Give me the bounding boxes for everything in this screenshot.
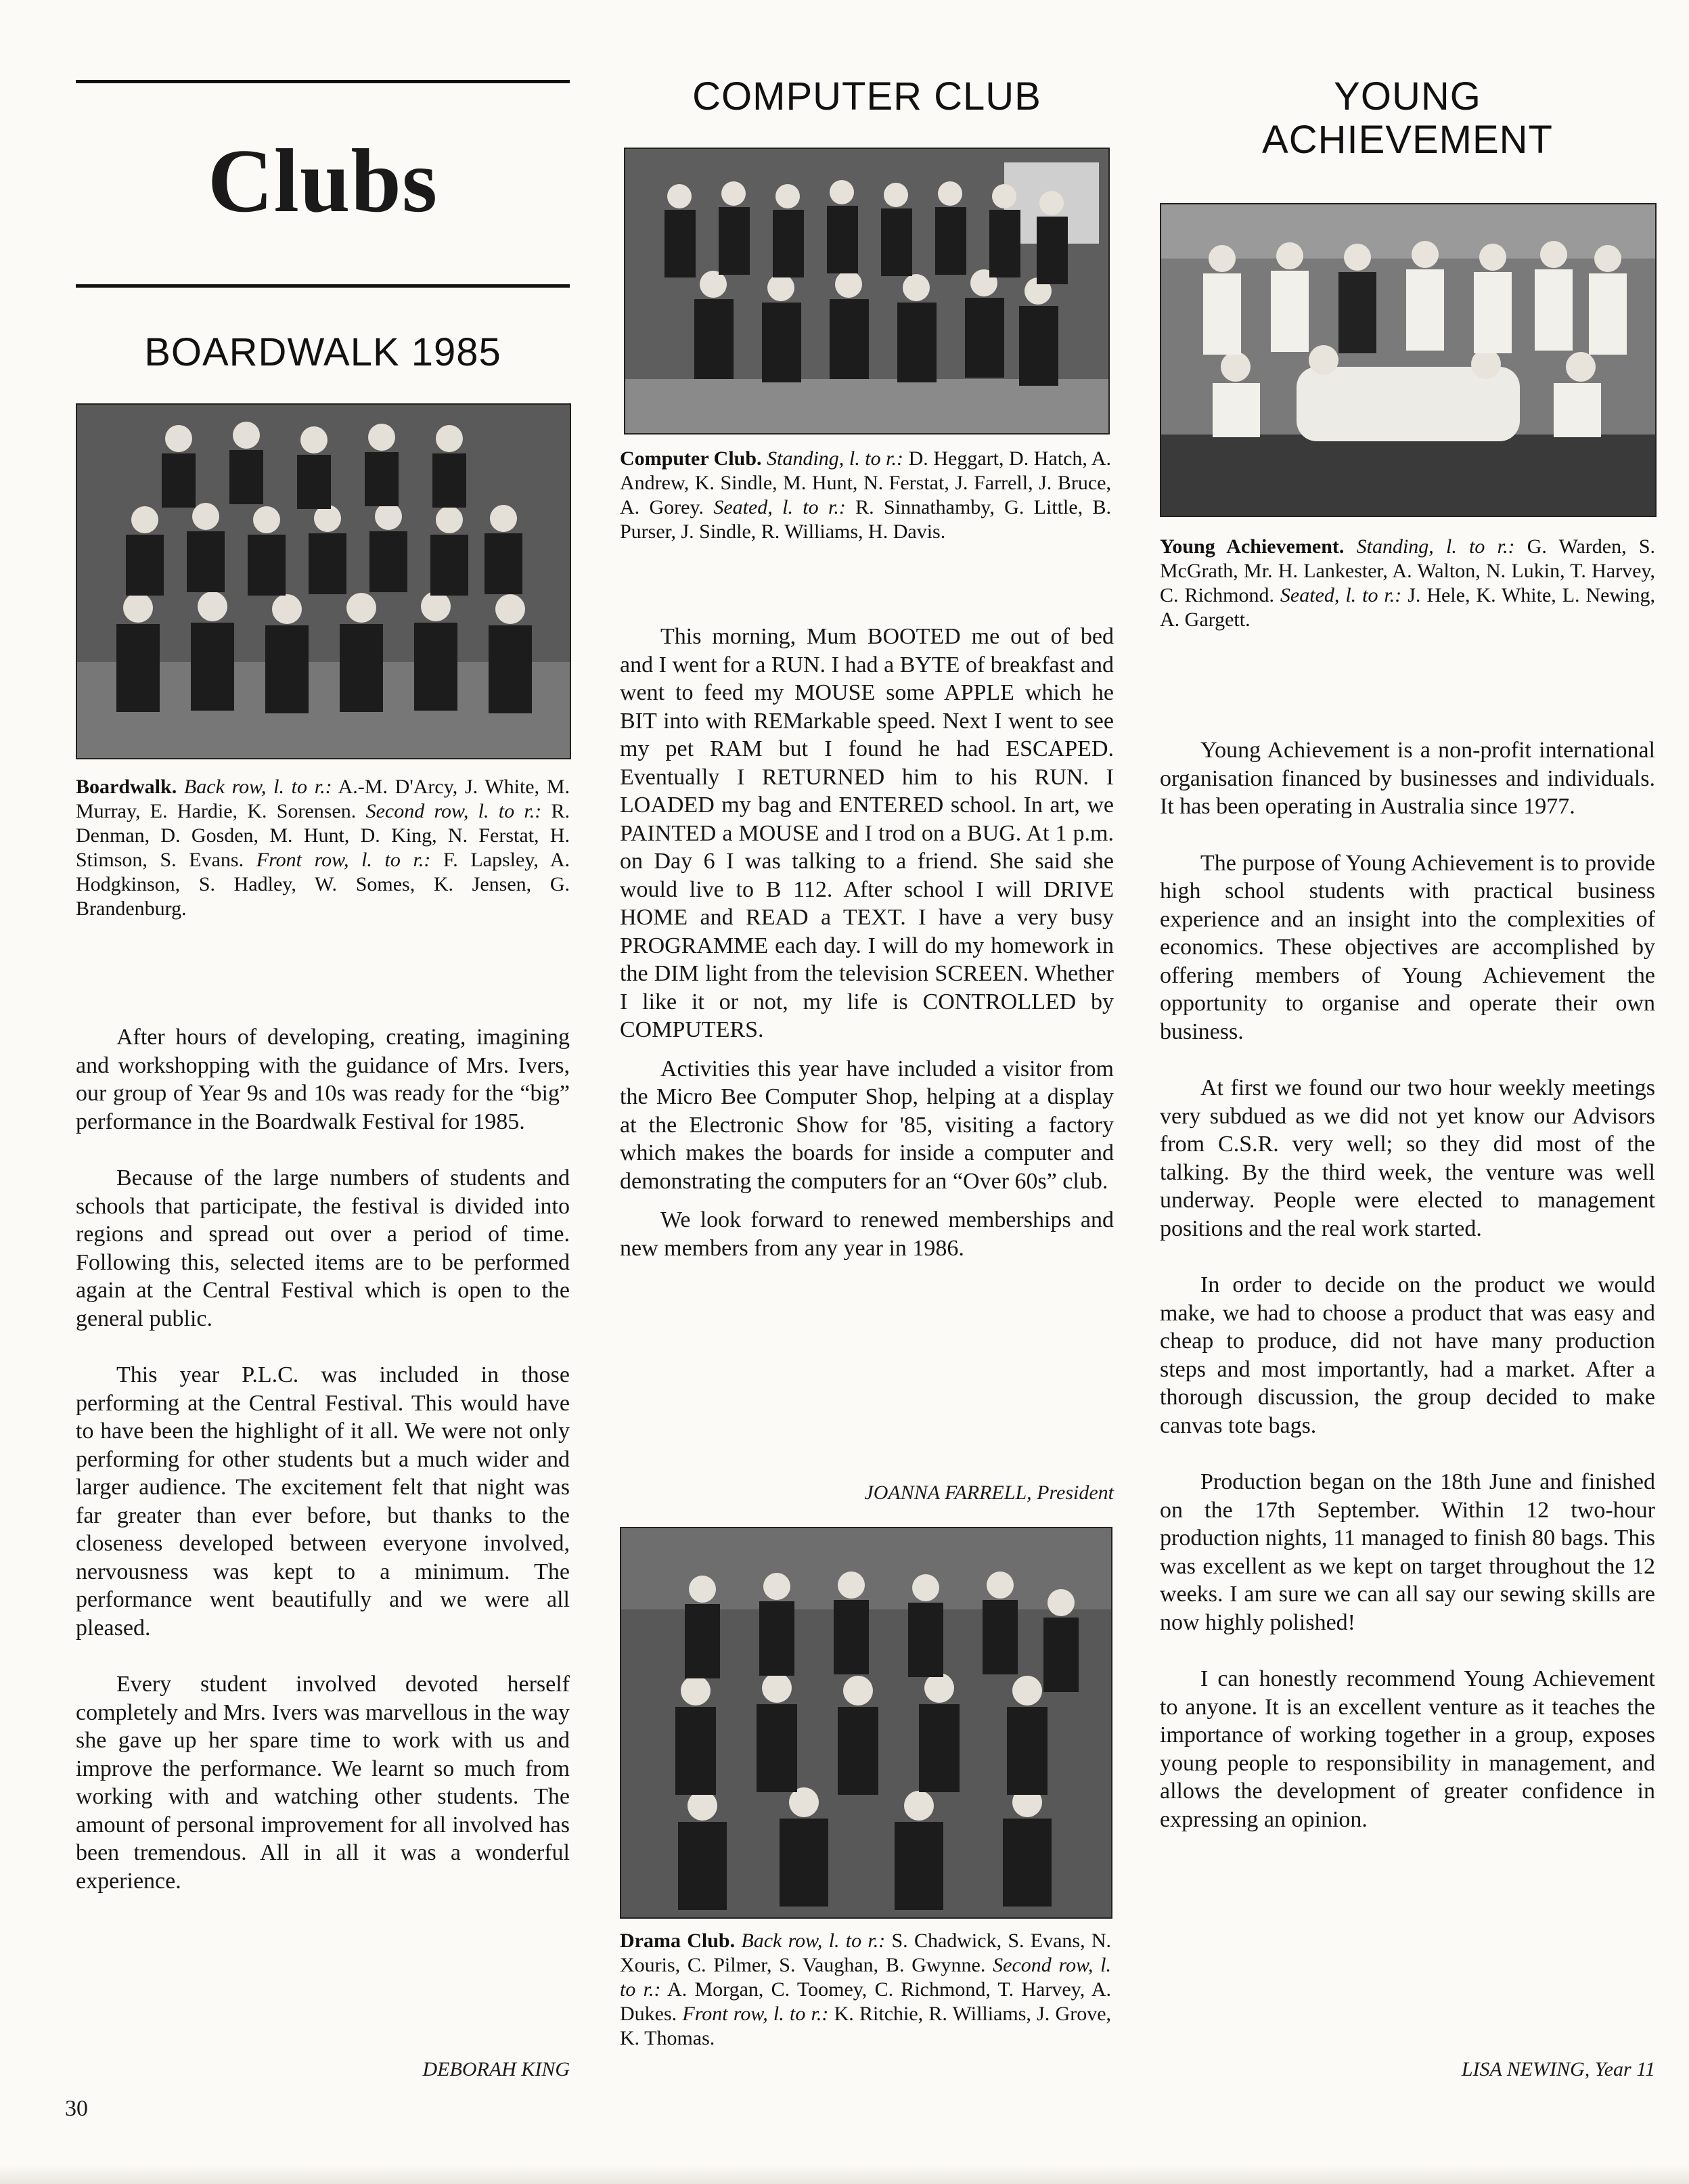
boardwalk-heading: BOARDWALK 1985 — [144, 330, 501, 374]
caption-row-label: Seated, l. to r.: — [1280, 584, 1402, 606]
computer-club-photo — [624, 148, 1110, 434]
group-photo-icon — [77, 405, 570, 758]
boardwalk-signature: DEBORAH KING — [422, 2058, 570, 2080]
young-achievement-signature: LISA NEWING, Year 11 — [1461, 2058, 1655, 2080]
young-achievement-photo — [1160, 203, 1657, 517]
article-paragraph: The purpose of Young Achievement is to provide high school students with practical business experience and an insight into the complexities of economics. These objectives are accomplished by offering members of Young Achievement the opportunity to organise and operate their own business. — [1160, 850, 1655, 1044]
caption-names: A. Morgan, C. Toomey, C. Richmond, T. Harvey, A. Dukes. — [620, 1978, 1111, 2025]
computer-club-signature: JOANNA FARRELL, President — [864, 1481, 1114, 1504]
title-rule — [76, 284, 570, 288]
caption-row-label: Standing, l. to r.: — [1356, 535, 1515, 558]
page-number: 30 — [65, 2096, 88, 2121]
caption-names: A.-M. D'Arcy, J. White, M. Murray, E. Hardie, K. Sorensen. — [76, 776, 570, 822]
caption-names: G. Warden, S. McGrath, Mr. H. Lankester, A. Walton, N. Lukin, T. Harvey, C. Richmond. — [1160, 535, 1656, 606]
drama-club-caption — [620, 1929, 1111, 2051]
young-achievement-article — [1160, 736, 1655, 1862]
caption-row-label: Front row, l. to r.: — [682, 2003, 829, 2025]
page-edge — [0, 2166, 1689, 2184]
caption-lead: Drama Club. — [620, 1930, 736, 1952]
caption-lead: Computer Club. — [620, 447, 762, 470]
article-paragraph: This morning, Mum BOOTED me out of bed and I went for a RUN. I had a BYTE of breakfast and went to feed my MOUSE some APPLE which he BIT into with REMarkable speed. Next I went to see my pet RAM but I found he had ESCAPED. Eventually I RETURNED him to his RUN. I LOADED my bag and ENTERED school. In art, we PAINTED a MOUSE and I trod on a BUG. At 1 p.m. on Day 6 I was talking to a friend. She said she would live to B 112. After school I will DRIVE HOME and READ a TEXT. I have a very busy PROGRAMME each day. I will do my homework in the DIM light from the television SCREEN. Whether I like it or not, my life is CONTROLLED by COMPUTERS. — [620, 624, 1114, 1042]
drama-club-photo — [620, 1527, 1112, 1919]
caption-names: S. Chadwick, S. Evans, N. Xouris, C. Pilmer, S. Vaughan, B. Gwynne. — [620, 1930, 1112, 1976]
article-paragraph: Because of the large numbers of students and schools that participate, the festival is divided into regions and spread out over a period of time. Following this, selected items are to be performed again at the Central Festival which is open to the general public. — [76, 1165, 570, 1331]
caption-row-label: Second row, l. to r.: — [365, 800, 542, 822]
group-photo-icon — [625, 149, 1108, 433]
page-title: Clubs — [207, 131, 438, 231]
group-photo-icon — [621, 1528, 1111, 1917]
article-paragraph: Every student involved devoted herself completely and Mrs. Ivers was marvellous in the way she gave up her spare time to work with us and improve the performance. We learnt so much from working with and watching other students. The amount of personal improvement for all involved has been tremendous. All in all it was a wonderful experience. — [76, 1672, 570, 1894]
article-paragraph: Production began on the 18th June and finished on the 17th September. Within 12 two-hour production nights, 11 managed to finish 80 bags. This was excellent as we kept on target throughout the 12 weeks. I am sure we can all say our sewing skills are now highly polished! — [1160, 1469, 1655, 1635]
caption-lead: Boardwalk. — [76, 776, 177, 798]
article-paragraph: Activities this year have included a visitor from the Micro Bee Computer Shop, helping at a display at the Electronic Show for '85, visiting a factory which makes the boards for inside a computer and demonstrating the computers for an “Over 60s” club. — [620, 1056, 1114, 1194]
caption-row-label: Second row, l. to r.: — [620, 1954, 1112, 2001]
caption-row-label: Standing, l. to r.: — [767, 447, 904, 470]
caption-row-label: Back row, l. to r.: — [741, 1930, 886, 1952]
young-achievement-caption — [1160, 535, 1655, 632]
boardwalk-caption — [76, 775, 570, 921]
article-paragraph: After hours of developing, creating, imagining and workshopping with the guidance of Mrs. Ivers, our group of Year 9s and 10s was ready for the “big” performance in the Boardwalk Festival for 1985. — [76, 1025, 570, 1134]
young-achievement-heading-line2: ACHIEVEMENT — [1262, 118, 1553, 162]
caption-names: K. Ritchie, R. Williams, J. Grove, K. Thomas. — [620, 2003, 1112, 2049]
caption-lead: Young Achievement. — [1160, 535, 1345, 558]
caption-row-label: Front row, l. to r.: — [256, 849, 431, 871]
article-paragraph: We look forward to renewed memberships and new members from any year in 1986. — [620, 1207, 1114, 1261]
caption-names: R. Sinnathamby, G. Little, B. Purser, J. Sindle, R. Williams, H. Davis. — [620, 496, 1111, 543]
computer-club-heading: COMPUTER CLUB — [692, 74, 1041, 118]
caption-row-label: Seated, l. to r.: — [713, 496, 846, 518]
caption-names: D. Heggart, D. Hatch, A. Andrew, K. Sindle, M. Hunt, N. Ferstat, J. Farrell, J. Bruce, A. Gorey. — [620, 447, 1111, 518]
caption-names: F. Lapsley, A. Hodgkinson, S. Hadley, W. Somes, K. Jensen, G. Brandenburg. — [76, 849, 570, 920]
boardwalk-article — [76, 1023, 570, 1923]
article-paragraph: At first we found our two hour weekly meetings very subdued as we did not yet know our Advisors from C.S.R. very well; so they did most of the talking. By the third week, the venture was well underway. People were elected to management positions and the real work started. — [1160, 1075, 1655, 1241]
caption-names: R. Denman, D. Gosden, M. Hunt, D. King, N. Ferstat, H. Stimson, S. Evans. — [76, 800, 570, 871]
caption-row-label: Back row, l. to r.: — [183, 776, 332, 798]
article-paragraph: In order to decide on the product we would make, we had to choose a product that was easy and cheap to produce, did not have many production steps and most importantly, had a market. After a thorough discussion, the group decided to make canvas tote bags. — [1160, 1272, 1655, 1438]
young-achievement-heading-line1: YOUNG — [1334, 74, 1481, 118]
article-paragraph: I can honestly recommend Young Achievement to anyone. It is an excellent venture as it teaches the importance of working together in a group, exposes young people to responsibility in management, and allows the development of greater confidence in expressing an opinion. — [1160, 1666, 1655, 1832]
boardwalk-group-photo — [76, 403, 571, 759]
top-rule — [76, 80, 570, 83]
group-photo-icon — [1161, 204, 1655, 516]
computer-club-article — [620, 623, 1114, 1273]
article-paragraph: Young Achievement is a non-profit international organisation financed by businesses and individuals. It has been operating in Australia since 1977. — [1160, 738, 1655, 819]
article-paragraph: This year P.L.C. was included in those performing at the Central Festival. This would have to have been the highlight of it all. We were not only performing for other students but a much wider and larger audience. The excitement felt that night was far greater than ever before, but thanks to the closeness developed between everyone involved, nervousness was kept to a minimum. The performance went beautifully and we were all pleased. — [76, 1362, 570, 1641]
caption-names: J. Hele, K. White, L. Newing, A. Gargett. — [1160, 584, 1655, 631]
computer-club-caption — [620, 447, 1111, 544]
